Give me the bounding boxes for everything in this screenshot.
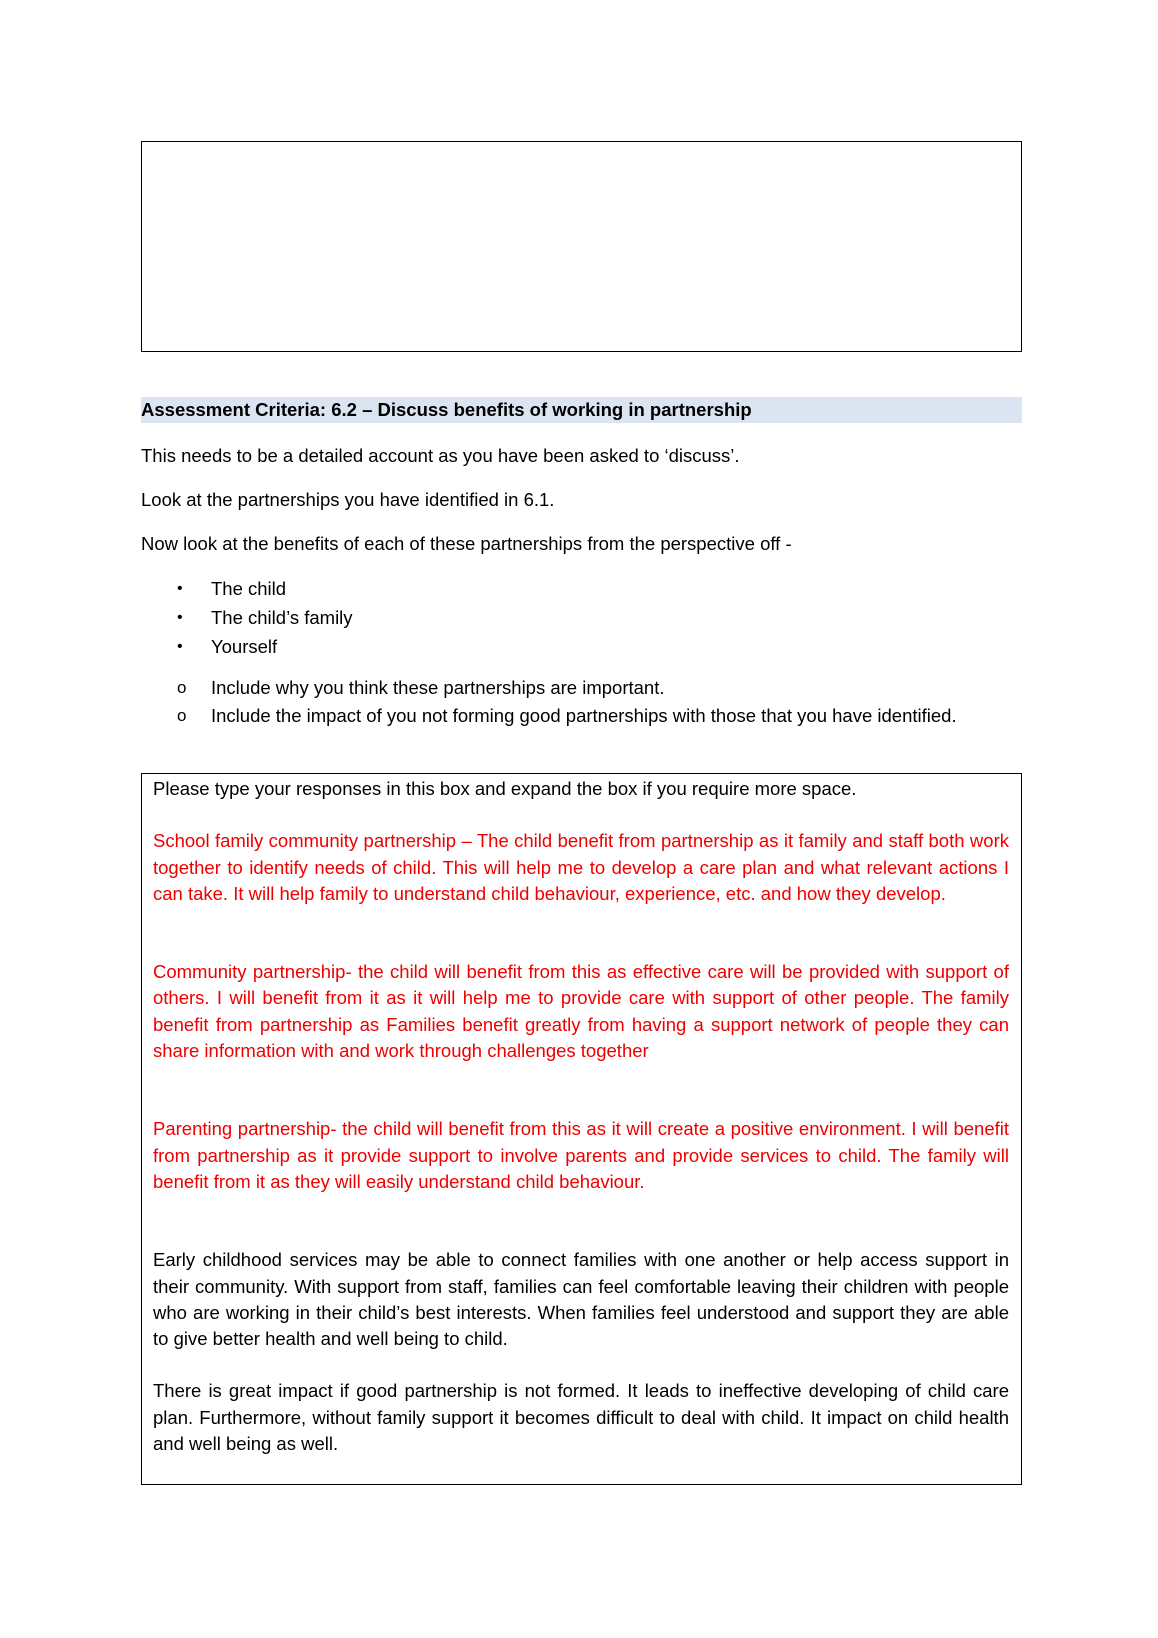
response-instruction: Please type your responses in this box and expand the box if you require more space. <box>153 778 857 799</box>
circle-bullet-icon: o <box>177 706 187 725</box>
intro-paragraph-partnerships: Look at the partnerships you have identified in 6.1. <box>141 489 555 510</box>
bullet-icon: • <box>177 580 183 597</box>
list-item <box>141 603 353 632</box>
response-paragraph-school-family: School family community partnership – The child benefit from partnership as it family and staff both work together to identify needs of child. This will help me to develop a care plan and what relevant actions I can take. It will help family to understand child behaviour, experience, etc. and how they develop. <box>153 830 1009 904</box>
list-item <box>141 574 353 603</box>
list-item <box>141 674 957 702</box>
bullet-text: The child <box>211 578 287 599</box>
response-paragraph-parenting: Parenting partnership- the child will benefit from this as it will create a positive environment. I will benefit from partnership as it provide support to involve parents and provide services to child. The family will benefit from it as they will easily understand child behaviour. <box>153 1118 1009 1192</box>
perspective-bullet-list <box>141 574 353 661</box>
assessment-criteria-heading: Assessment Criteria: 6.2 – Discuss benefits of working in partnership <box>141 397 1022 423</box>
spacer <box>153 907 1009 959</box>
include-sub-bullet-list <box>141 674 957 730</box>
sub-bullet-text: Include the impact of you not forming good partnerships with those that you have identified. <box>211 705 957 726</box>
response-paragraph-early-childhood: Early childhood services may be able to connect families with one another or help access support in their community. With support from staff, families can feel comfortable leaving their children with people who are working in their child’s best interests. When families feel understood and support they are able to give better health and well being to child. <box>153 1249 1009 1350</box>
bullet-text: Yourself <box>211 636 278 657</box>
response-paragraph-impact: There is great impact if good partnership is not formed. It leads to ineffective developing of child care plan. Furthermore, without family support it becomes difficult to deal with child. It impact on child health and well being as well. <box>153 1380 1009 1455</box>
sub-bullet-text: Include why you think these partnerships are important. <box>211 677 665 698</box>
bullet-icon: • <box>177 638 183 655</box>
intro-paragraph-perspective: Now look at the benefits of each of these partnerships from the perspective off - <box>141 533 792 554</box>
spacer <box>153 1195 1009 1247</box>
list-item <box>141 702 957 730</box>
spacer <box>153 1064 1009 1116</box>
list-item <box>141 632 353 661</box>
spacer <box>153 1352 1009 1378</box>
response-paragraph-community: Community partnership- the child will benefit from this as effective care will be provided with support of others. I will benefit from it as it will help me to provide care with support of other people. The family benefit from partnership as Families benefit greatly from having a support network of people they can share information with and work through challenges together <box>153 961 1009 1062</box>
previous-response-box[interactable] <box>141 141 1022 352</box>
circle-bullet-icon: o <box>177 678 187 697</box>
bullet-text: The child’s family <box>211 607 353 628</box>
intro-paragraph-discuss: This needs to be a detailed account as you have been asked to ‘discuss’. <box>141 445 740 466</box>
response-text-box[interactable] <box>141 773 1022 1485</box>
bullet-icon: • <box>177 609 183 626</box>
